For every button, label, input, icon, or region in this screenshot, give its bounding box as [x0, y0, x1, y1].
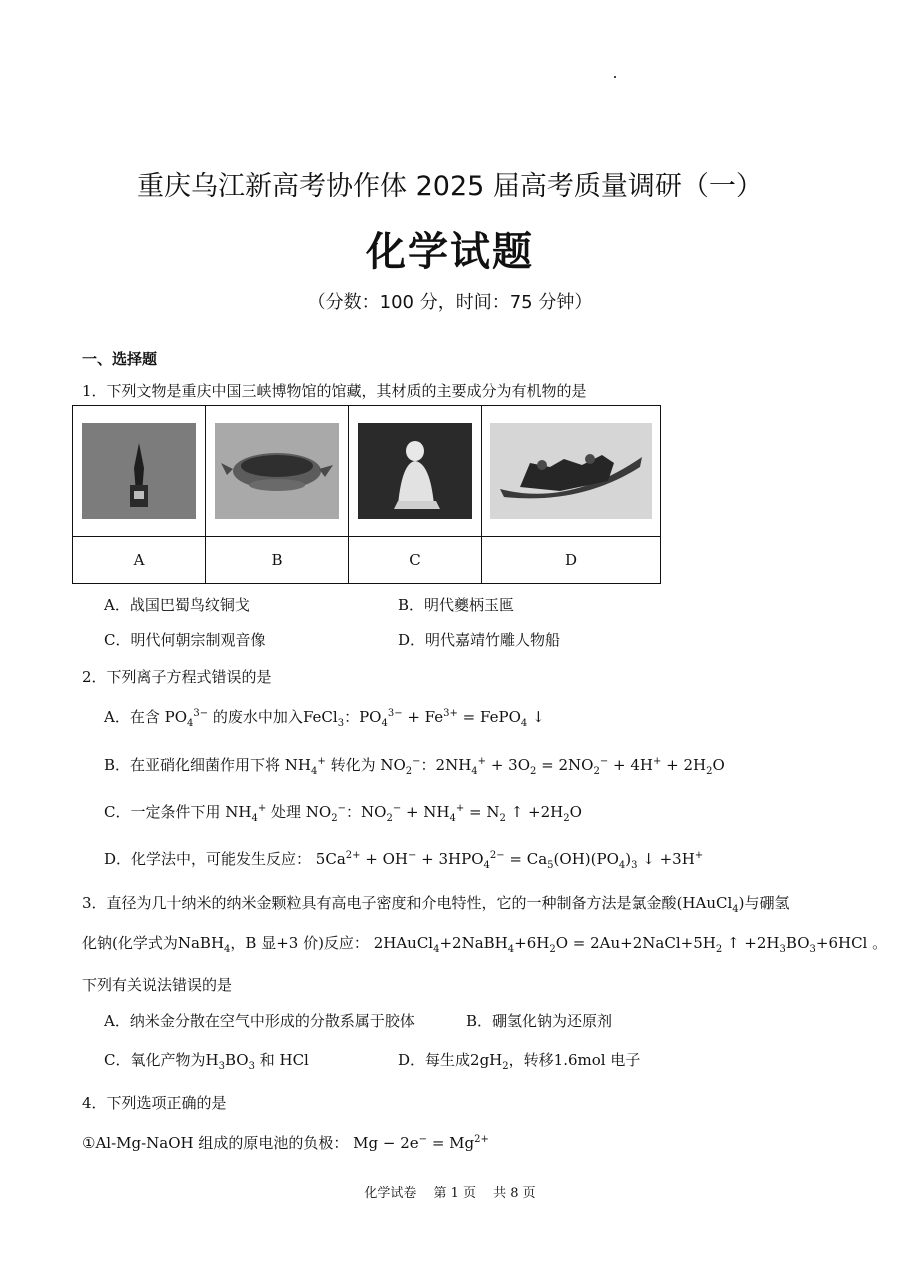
- subject-title: 化学试题: [366, 229, 534, 275]
- q2-option-a: A．在含 $PO_4^{3-}$ 的废水中加入FeCl$_3$：$PO_4^{3-} + Fe^{3+}$ = FePO$_4$ ↓: [104, 708, 545, 729]
- artifact-label-b: B: [206, 537, 349, 584]
- q3-option-a: A．纳米金分散在空气中形成的分散系属于胶体: [104, 1012, 415, 1030]
- artifact-c-cell: [349, 406, 482, 537]
- artifact-b-cell: [206, 406, 349, 537]
- artifact-label-c: C: [349, 537, 482, 584]
- bronze-ge-dagger-photo: [82, 423, 196, 519]
- porcelain-guanyin-photo: [358, 423, 472, 519]
- q3-line-2: 化钠(化学式为NaBH$_4$，B 显+3 价)反应： $2HAuCl_4+2NaBH_4+6H_2O$ = $2Au+2NaCl+5H_2$ ↑ $+2H_3BO_3+6HCl$ 。: [82, 934, 888, 955]
- q1-option-c: C．明代何朝宗制观音像: [104, 631, 266, 649]
- jade-vessel-photo: [215, 423, 339, 519]
- q2-option-c: C．一定条件下用 $NH_4^+$ 处理 $NO_2^-$：$NO_2^- + NH_4^+ = N_2$ ↑ $+2H_2O$: [104, 803, 582, 824]
- q4-stem: 4．下列选项正确的是: [82, 1094, 227, 1112]
- artifact-label-d: D: [482, 537, 661, 584]
- q3-option-d: D．每生成$2gH_2$，转移1.6mol 电子: [398, 1051, 641, 1072]
- artifact-d-cell: [482, 406, 661, 537]
- artifact-a-cell: [73, 406, 206, 537]
- q3-option-b: B．硼氢化钠为还原剂: [466, 1012, 613, 1030]
- q2-stem: 2．下列离子方程式错误的是: [82, 668, 272, 686]
- score-time-line: （分数：100 分，时间：75 分钟）: [307, 292, 593, 313]
- section-title: 一、选择题: [82, 350, 158, 368]
- q1-option-d: D．明代嘉靖竹雕人物船: [398, 631, 561, 649]
- q1-option-b: B．明代夔柄玉匜: [398, 596, 515, 614]
- q3-line-1: 3．直径为几十纳米的纳米金颗粒具有高电子密度和介电特性，它的一种制备方法是氯金酸(HAuCl$_4$)与硼氢: [82, 894, 790, 915]
- q4-item-1: ①Al-Mg-NaOH 组成的原电池的负极： $Mg - 2e^- = Mg^{2+}$: [82, 1134, 489, 1152]
- q1-option-a: A．战国巴蜀鸟纹铜戈: [104, 596, 250, 614]
- exam-title: 重庆乌江新高考协作体 2025 届高考质量调研（一）: [137, 171, 763, 202]
- q2-option-b: B．在亚硝化细菌作用下将 $NH_4^+$ 转化为 $NO_2^-$：$2NH_4^+ + 3O_2 = 2NO_2^- + 4H^+ + 2H_2O$: [104, 756, 725, 777]
- page-footer: 化学试卷 第 1 页 共 8 页: [364, 1186, 536, 1201]
- artifact-label-a: A: [73, 537, 206, 584]
- q1-stem: 1．下列文物是重庆中国三峡博物馆的馆藏，其材质的主要成分为有机物的是: [82, 382, 587, 400]
- bamboo-carved-boat-photo: [490, 423, 652, 519]
- q2-option-d: D．化学法中，可能发生反应： $5Ca^{2+} + OH^- + 3HPO_4^{2-} = Ca_5(OH)(PO_4)_3$ ↓ +3H+: [104, 850, 704, 871]
- artifact-table: [72, 405, 661, 584]
- stray-dot: [614, 76, 616, 78]
- q3-line-3: 下列有关说法错误的是: [82, 976, 233, 994]
- q3-option-c: C．氧化产物为$H_3BO_3$ 和 HCl: [104, 1051, 309, 1072]
